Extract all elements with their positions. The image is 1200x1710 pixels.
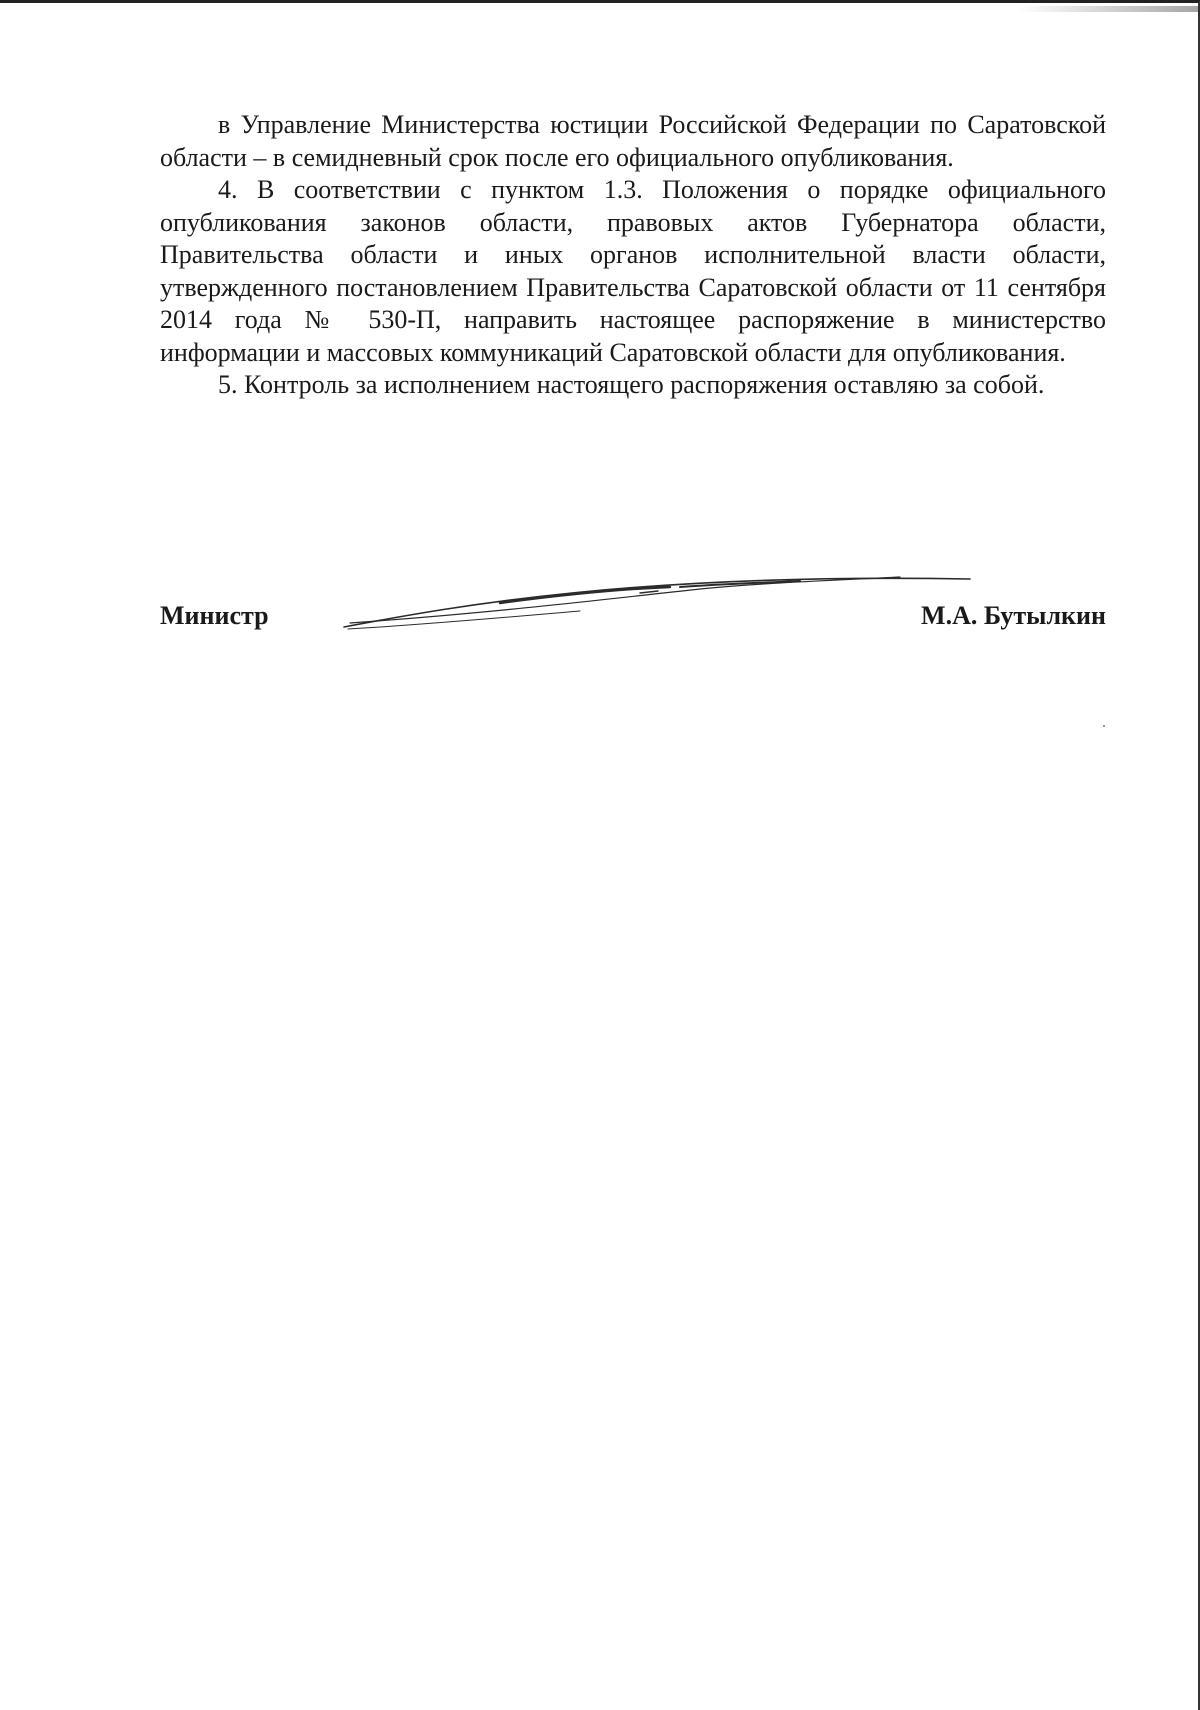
scan-edge-shadow bbox=[1018, 6, 1198, 12]
document-body bbox=[160, 109, 1106, 402]
signatory-name: М.А. Бутылкин bbox=[921, 601, 1106, 630]
signature-row bbox=[160, 601, 1106, 641]
paragraph-item-4: 4. В соответствии с пунктом 1.3. Положения о порядке официального опубликования законов области, правовых актов Губернатора области, Правительства области и иных органов исполнительной власти области, утвержденного постановлением Правительства Саратовской области от 11 сентября 2014 года № 530-П, направить настоящее распоряжение в министерство информации и массовых коммуникаций Саратовской области для опубликования. bbox=[160, 175, 1106, 367]
signatory-title: Министр bbox=[160, 601, 269, 630]
paragraph-item-5: 5. Контроль за исполнением настоящего распоряжения оставляю за собой. bbox=[218, 370, 1045, 399]
scan-dot bbox=[1103, 725, 1105, 727]
paragraph-continuation: в Управление Министерства юстиции Российской Федерации по Саратовской области – в семидневный срок после его официального опубликования. bbox=[160, 110, 1106, 172]
